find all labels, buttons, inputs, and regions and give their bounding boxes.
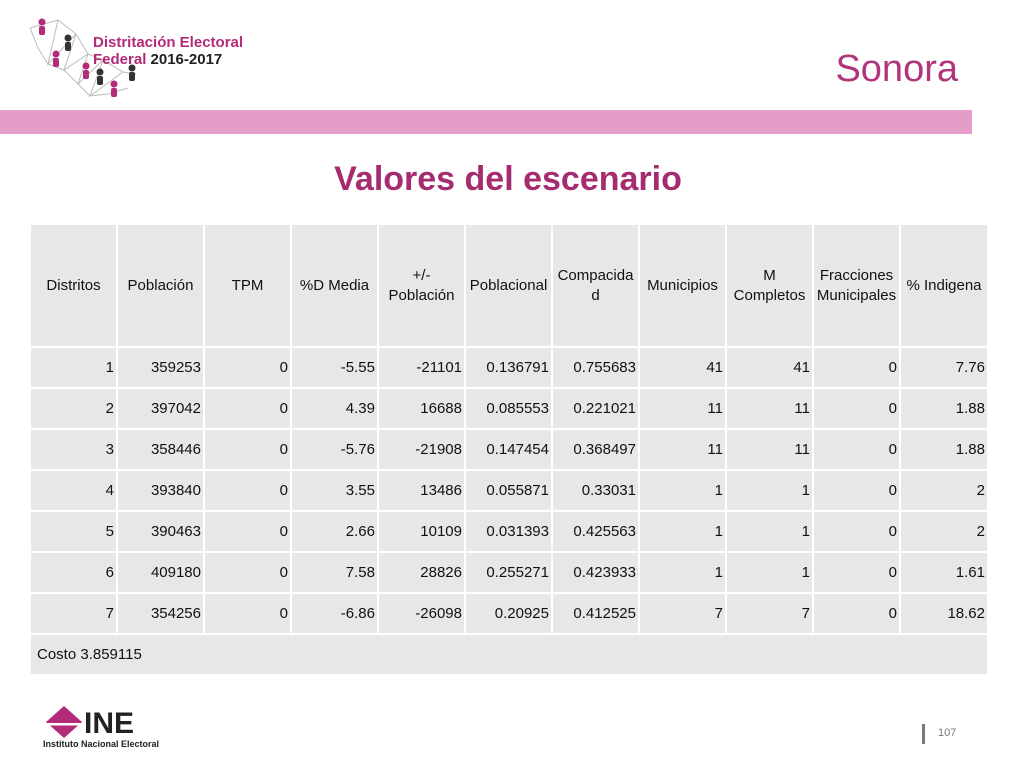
- col-header: M Completos: [726, 224, 813, 347]
- table-row: [30, 593, 988, 634]
- table-cell: 0: [204, 470, 291, 511]
- table-cell: 0.221021: [552, 388, 639, 429]
- table-cell: 0.085553: [465, 388, 552, 429]
- page-divider: [922, 724, 925, 744]
- table-cell: 11: [639, 388, 726, 429]
- table-cell: 1: [726, 552, 813, 593]
- table-cell: 1: [726, 470, 813, 511]
- table-cell: 1: [639, 511, 726, 552]
- col-header: Compacida d: [552, 224, 639, 347]
- col-header: % Indigena: [900, 224, 988, 347]
- table-cell: 13486: [378, 470, 465, 511]
- table-cell: 41: [639, 347, 726, 388]
- table-row: [30, 470, 988, 511]
- table-cell: 11: [726, 429, 813, 470]
- table-cell: 18.62: [900, 593, 988, 634]
- table-cell: 0: [204, 388, 291, 429]
- table-cell: 6: [30, 552, 117, 593]
- table-cell: 0: [813, 552, 900, 593]
- table-cell: 359253: [117, 347, 204, 388]
- table-cell: 0: [813, 388, 900, 429]
- table-cell: 0.136791: [465, 347, 552, 388]
- table-cell: 0: [204, 429, 291, 470]
- table-header-row: [30, 224, 988, 347]
- table-cell: 0: [204, 552, 291, 593]
- table-cell: 7: [726, 593, 813, 634]
- table-cell: -26098: [378, 593, 465, 634]
- table-cell: -5.76: [291, 429, 378, 470]
- logo-line1: Distritación Electoral: [93, 34, 244, 51]
- table-cell: 393840: [117, 470, 204, 511]
- state-name: Sonora: [835, 48, 958, 90]
- table-cell: 4: [30, 470, 117, 511]
- logo-line2: Federal: [93, 51, 147, 68]
- col-header: %D Media: [291, 224, 378, 347]
- table-cell: 1: [726, 511, 813, 552]
- table-cell: 7: [30, 593, 117, 634]
- distritacion-logo-text: [93, 34, 243, 68]
- header-band: [0, 110, 972, 134]
- ine-diamond-icon: [46, 706, 82, 738]
- table-row: [30, 347, 988, 388]
- table-cell: 7.58: [291, 552, 378, 593]
- page-number: 107: [938, 727, 957, 739]
- table-cell: -21908: [378, 429, 465, 470]
- table-cell: 0: [204, 511, 291, 552]
- table-cell: 397042: [117, 388, 204, 429]
- table-cell: -6.86: [291, 593, 378, 634]
- table-cell: 390463: [117, 511, 204, 552]
- table-cell: 11: [726, 388, 813, 429]
- table-cell: 1.61: [900, 552, 988, 593]
- table-cell: 0.20925: [465, 593, 552, 634]
- scenario-table: [29, 223, 989, 676]
- col-header: Población: [117, 224, 204, 347]
- table-cell: 1.88: [900, 388, 988, 429]
- table-cell: 0.368497: [552, 429, 639, 470]
- table-cell: 41: [726, 347, 813, 388]
- ine-wordmark: INE: [84, 707, 135, 740]
- table-cell: 7: [639, 593, 726, 634]
- col-header: Municipios: [639, 224, 726, 347]
- table-cell: 3: [30, 429, 117, 470]
- table-cell: 10109: [378, 511, 465, 552]
- table-row: [30, 552, 988, 593]
- table-cell: 0: [813, 511, 900, 552]
- table-cell: 11: [639, 429, 726, 470]
- table-cell: 1: [639, 552, 726, 593]
- table-cell: 0.147454: [465, 429, 552, 470]
- table-cell: 0.055871: [465, 470, 552, 511]
- table-cell: 0: [204, 593, 291, 634]
- page-title: Valores del escenario: [334, 160, 682, 198]
- table-cell: 0.423933: [552, 552, 639, 593]
- table-cell: 2.66: [291, 511, 378, 552]
- table-cell: 409180: [117, 552, 204, 593]
- cost-cell: Costo 3.859115: [30, 634, 988, 675]
- table-cell: 1: [30, 347, 117, 388]
- table-cell: 2: [30, 388, 117, 429]
- table-cell: 0.412525: [552, 593, 639, 634]
- table-cell: 0.255271: [465, 552, 552, 593]
- table-cell: 28826: [378, 552, 465, 593]
- col-header: Fracciones Municipales: [813, 224, 900, 347]
- table-row: [30, 511, 988, 552]
- table-cell: 4.39: [291, 388, 378, 429]
- table-cell: 3.55: [291, 470, 378, 511]
- table-cell: 0: [813, 347, 900, 388]
- table-cell: -21101: [378, 347, 465, 388]
- table-cell: 2: [900, 470, 988, 511]
- table-cell: 358446: [117, 429, 204, 470]
- col-header: +/- Población: [378, 224, 465, 347]
- table-cell: 0: [813, 593, 900, 634]
- table-cell: 0.33031: [552, 470, 639, 511]
- col-header: Poblacional: [465, 224, 552, 347]
- table-cell: 0.425563: [552, 511, 639, 552]
- ine-subtitle: Instituto Nacional Electoral: [43, 739, 160, 749]
- table-cell: 0.031393: [465, 511, 552, 552]
- table-cell: 0: [813, 429, 900, 470]
- table-row: [30, 429, 988, 470]
- table-cell: 1: [639, 470, 726, 511]
- table-cell: -5.55: [291, 347, 378, 388]
- table-cell: 7.76: [900, 347, 988, 388]
- table-cell: 16688: [378, 388, 465, 429]
- table-row: [30, 388, 988, 429]
- logo-years: 2016-2017: [150, 51, 223, 68]
- col-header: TPM: [204, 224, 291, 347]
- table-cell: 0.755683: [552, 347, 639, 388]
- table-cell: 0: [813, 470, 900, 511]
- cost-row: [30, 634, 988, 675]
- table-cell: 1.88: [900, 429, 988, 470]
- table-cell: 0: [204, 347, 291, 388]
- col-header: Distritos: [30, 224, 117, 347]
- table-cell: 5: [30, 511, 117, 552]
- table-cell: 2: [900, 511, 988, 552]
- table-cell: 354256: [117, 593, 204, 634]
